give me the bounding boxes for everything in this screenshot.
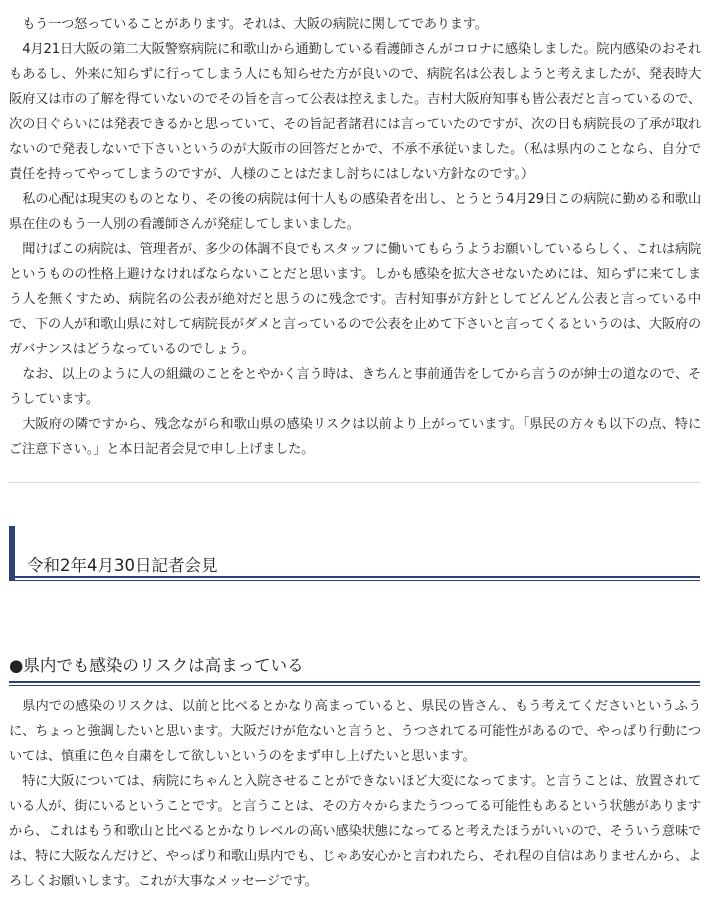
- paragraph: 特に大阪については、病院にちゃんと入院させることができないほど大変になってます。と言うことは、放置されている人が、街にいるということです。と言うことは、その方々からまたうつってる可能性もあるという状態がありますから、これはもう和歌山と比べるとかなりレベルの高い感染状態になってると考えたほうがいいので、そういう意味では、特に大阪なんだけど、やっぱり和歌山県内でも、じゃあ安心かと言われたら、それ程の自信はありませんから、よろしくお願いします。これが大事なメッセージです。: [9, 774, 701, 889]
- section-title: ●県内でも感染のリスクは高まっている: [9, 656, 304, 675]
- paragraph: なお、以上のように人の組織のことをとやかく言う時は、きちんと事前通告をしてから言うのが紳士の道なので、そうしています。: [9, 367, 701, 407]
- intro-text-block: [9, 12, 701, 462]
- press-conference-title: 令和2年4月30日記者会見: [27, 556, 218, 575]
- paragraph: 大阪府の隣ですから、残念ながら和歌山県の感染リスクは以前より上がっています。「県民の方々も以下の点、特にご注意下さい。」と本日記者会見で申し上げました。: [9, 417, 701, 457]
- heading-underline: [9, 576, 700, 581]
- paragraph: 私の心配は現実のものとなり、その後の病院は何十人もの感染者を出し、とうとう4月29日この病院に勤める和歌山県在住のもう一人別の看護師さんが発症してしまいました。: [9, 192, 701, 232]
- paragraph: 県内での感染のリスクは、以前と比べるとかなり高まっていると、県民の皆さん、もう考えてくださいというふうに、ちょっと強調したいと思います。大阪だけが危ないと言うと、うつされてる可能性があるので、やっぱり行動については、慎重に色々自粛をして欲しいというのをまず申し上げたいと思います。: [9, 699, 701, 764]
- paragraph: 4月21日大阪の第二大阪警察病院に和歌山から通勤している看護師さんがコロナに感染しました。院内感染のおそれもあるし、外来に知らずに行ってしまう人にも知らせた方が良いので、病院名は公表しようと考えましたが、発表時大阪府又は市の了解を得ていないのでその旨を言って公表は控えました。吉村大阪府知事も皆公表だと言っているので、次の日ぐらいには発表できるかと思っていて、その旨記者諸君には言っていたのですが、次の日も病院長の了承が取れないので発表しないで下さいというのが大阪市の回答だとかで、不承不承従いました。（私は県内のことなら、自分で責任を持ってやってしまうのですが、人様のことはだまし討ちにはしない方針なのです。）: [9, 42, 701, 182]
- heading-underline: [9, 681, 700, 686]
- press-conference-heading: [9, 526, 700, 581]
- section-divider: [9, 482, 701, 483]
- paragraph: もう一つ怒っていることがあります。それは、大阪の病院に関してであります。: [22, 17, 488, 32]
- section-heading: [9, 650, 700, 686]
- paragraph: 聞けばこの病院は、管理者が、多少の体調不良でもスタッフに働いてもらうようお願いしているらしく、これは病院というものの性格上避けなければならないことだと思います。しかも感染を拡大させないためには、知らずに来てしまう人を無くすため、病院名の公表が絶対だと思うのに残念です。吉村知事が方針としてどんどん公表と言っている中で、下の人が和歌山県に対して病院長がダメと言っているので公表を止めて下さいと言ってくるというのは、大阪府のガバナンスはどうなっているのでしょう。: [9, 242, 701, 357]
- section-text-block: [9, 694, 701, 894]
